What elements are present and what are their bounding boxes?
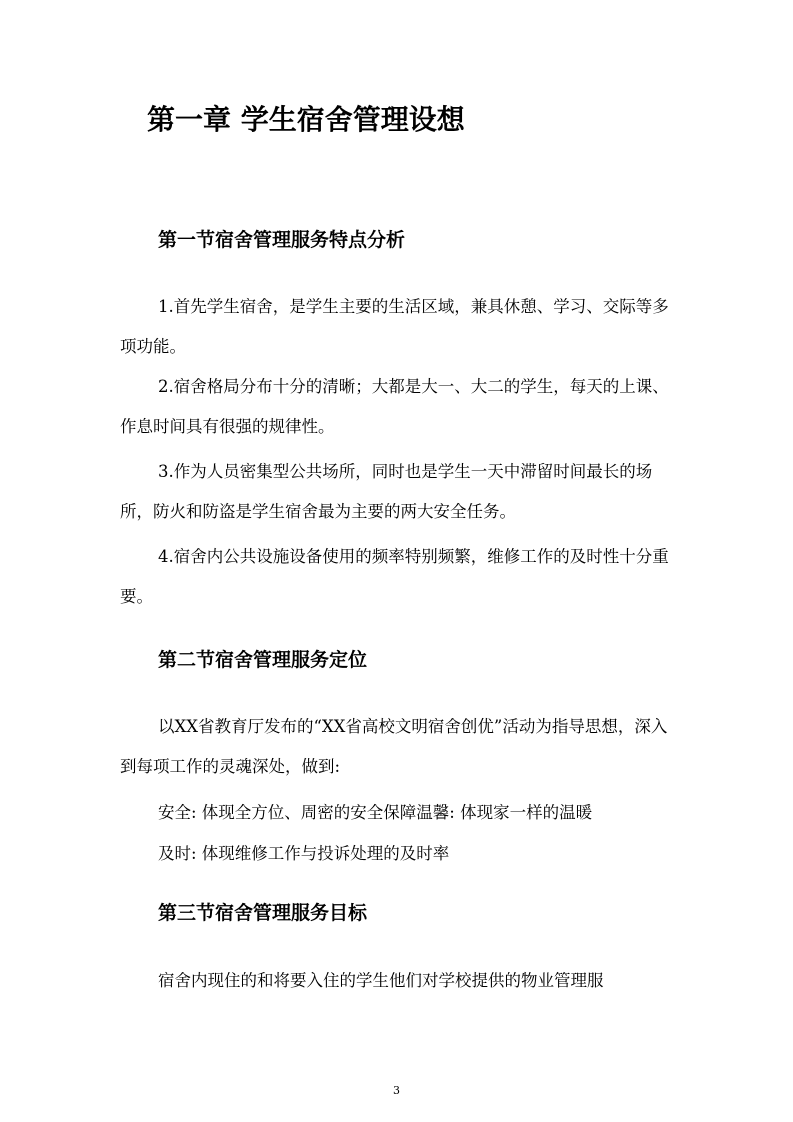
- paragraph: 以XX省教育厅发布的“XX省高校文明宿舍创优”活动为指导思想，深入到每项工作的灵魂深处，做到:: [120, 717, 668, 776]
- paragraph: 3.作为人员密集型公共场所，同时也是学生一天中滞留时间最长的场所，防火和防盗是学生宿舍最为主要的两大安全任务。: [120, 462, 653, 521]
- section-title-2: 第二节宿舍管理服务定位: [158, 649, 368, 671]
- paragraph: 1.首先学生宿舍，是学生主要的生活区域，兼具休憩、学习、交际等多项功能。: [120, 297, 669, 356]
- text-line: 及时: 体现维修工作与投诉处理的及时率: [158, 844, 450, 863]
- paragraph: 宿舍内现住的和将要入住的学生他们对学校提供的物业管理服: [158, 971, 604, 990]
- chapter-title: 第一章 学生宿舍管理设想: [147, 103, 465, 136]
- paragraph: 4.宿舍内公共设施设备使用的频率特别频繁，维修工作的及时性十分重要。: [120, 547, 669, 606]
- paragraph: 2.宿舍格局分布十分的清晰；大都是大一、大二的学生，每天的上课、作息时间具有很强的规律性。: [120, 377, 669, 436]
- page-number: 3: [393, 1084, 400, 1097]
- text-line: 安全: 体现全方位、周密的安全保障温馨: 体现家一样的温暖: [158, 803, 593, 822]
- section-title-3: 第三节宿舍管理服务目标: [158, 902, 368, 924]
- section-title-1: 第一节宿舍管理服务特点分析: [158, 229, 406, 251]
